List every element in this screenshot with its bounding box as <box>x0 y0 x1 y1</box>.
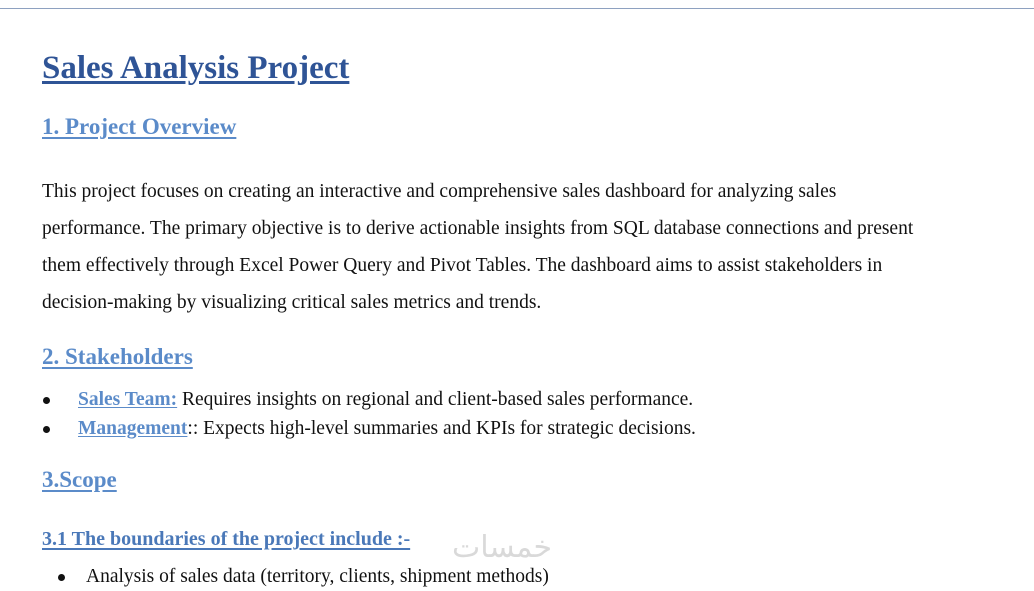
overview-paragraph: This project focuses on creating an interactive and comprehensive sales dashboard for analyzing sales performance. The primary objective is to derive actionable insights from SQL database connections and present them effectively through Excel Power Query and Pivot Tables. The dashboard aims to assist stakeholders in decision-making by visualizing critical sales metrics and trends. <box>42 181 914 313</box>
stakeholder-item-sales-team <box>42 385 696 414</box>
bullet-icon <box>43 426 50 433</box>
page-top-border <box>0 8 1034 9</box>
stakeholder-label-sales-team: Sales Team: <box>78 389 178 410</box>
stakeholders-list <box>42 385 696 443</box>
scope-item-text: Analysis of sales data (territory, clients, shipment methods) <box>86 566 549 587</box>
document-title: Sales Analysis Project <box>42 50 350 86</box>
scope-subheading-boundaries: 3.1 The boundaries of the project include :- <box>42 528 411 550</box>
stakeholder-item-management <box>42 414 696 443</box>
section-heading-overview: 1. Project Overview <box>42 114 237 139</box>
bullet-icon <box>58 574 65 581</box>
stakeholder-text-sales-team: Requires insights on regional and client-based sales performance. <box>177 389 694 410</box>
stakeholder-text-management: :: Expects high-level summaries and KPIs for strategic decisions. <box>187 418 696 439</box>
section-heading-stakeholders: 2. Stakeholders <box>42 344 193 369</box>
watermark-logo: خمسات <box>452 530 553 565</box>
section-heading-scope: 3.Scope <box>42 467 117 492</box>
bullet-icon <box>43 397 50 404</box>
stakeholder-label-management: Management <box>78 418 188 439</box>
